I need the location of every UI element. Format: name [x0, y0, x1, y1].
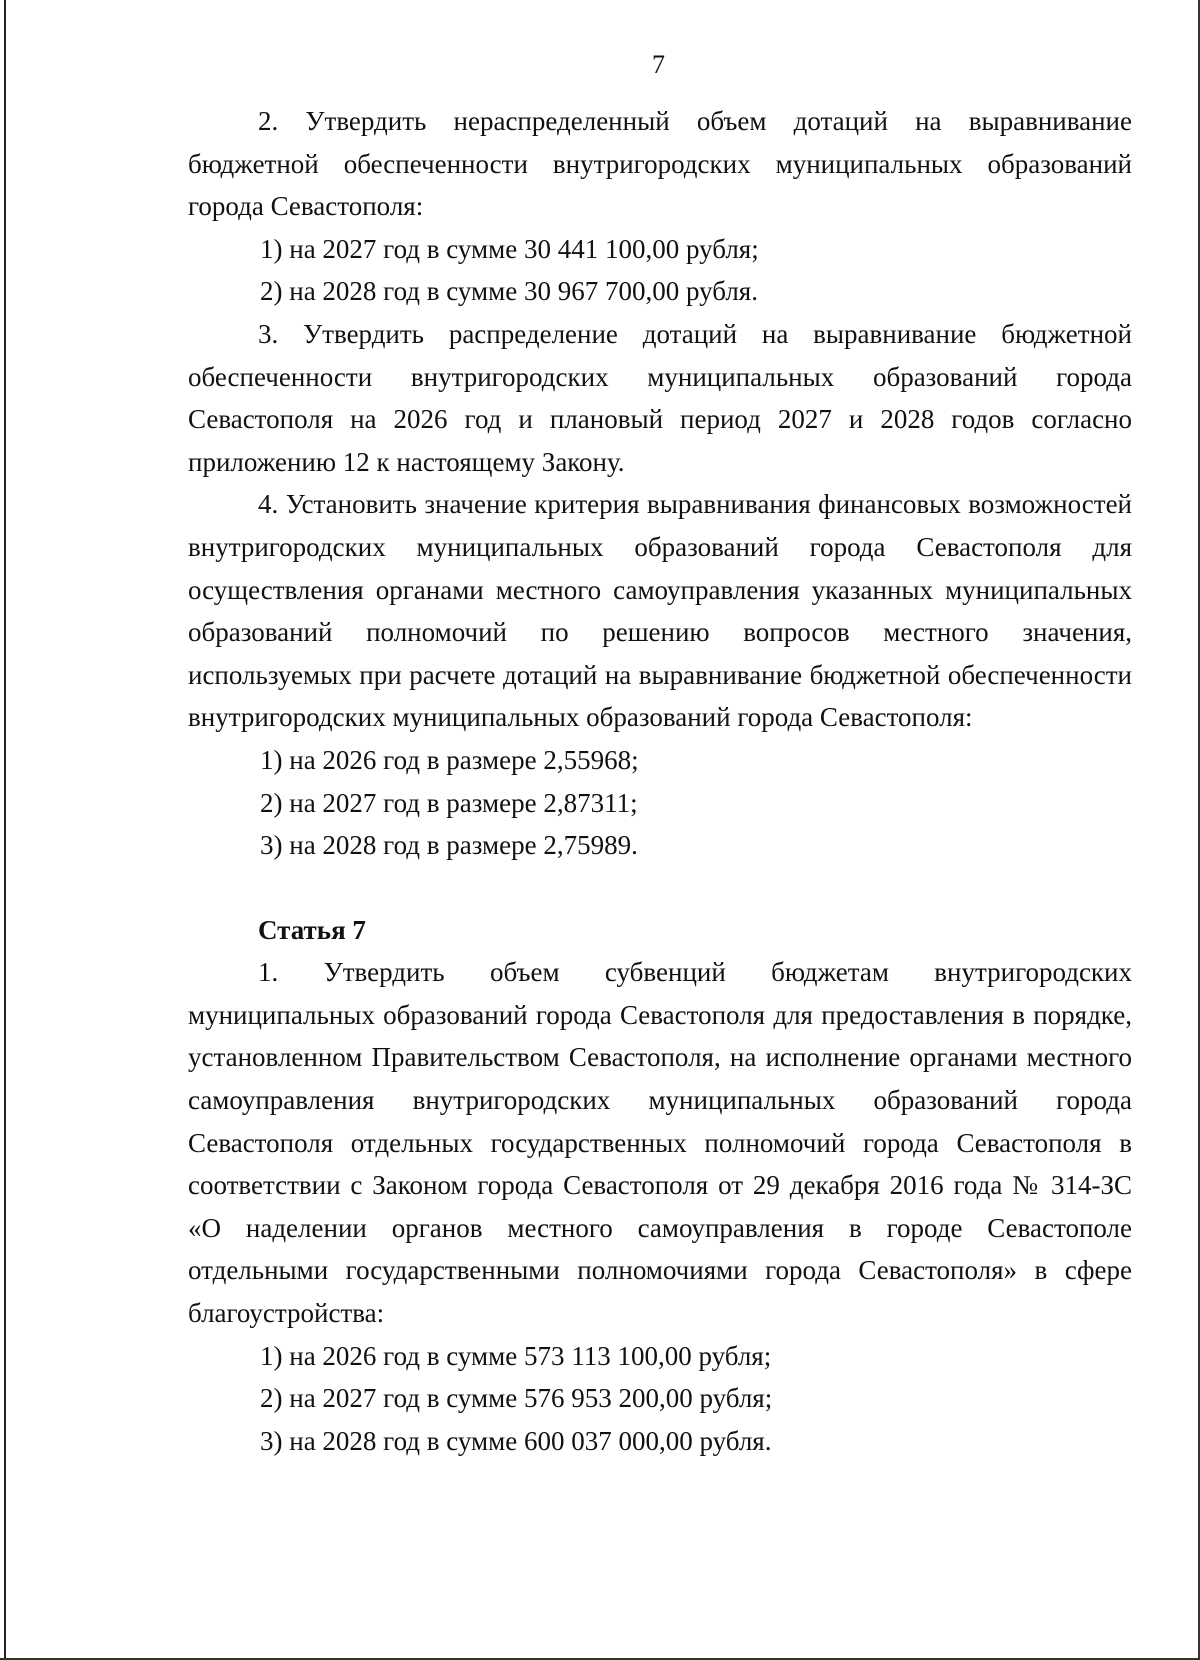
list-item: 2) на 2027 год в сумме 576 953 200,00 рубля;	[260, 1383, 773, 1414]
list-item: 2) на 2028 год в сумме 30 967 700,00 рубля.	[260, 276, 758, 307]
list-item: 2) на 2027 год в размере 2,87311;	[260, 787, 638, 818]
paragraph-4: 4. Установить значение критерия выравнивания финансовых возможностей внутригородских муниципальных образований города Севастополя для осуществления органами местного самоуправления указанных муниципальных образований полномочий по решению вопросов местного значения, используемых при расчете дотаций на выравнивание бюджетной обеспеченности внутригородских муниципальных образований города Севастополя:	[188, 489, 1132, 733]
paragraph-2: 2. Утвердить нераспределенный объем дотаций на выравнивание бюджетной обеспеченности внутригородских муниципальных образований города Севастополя:	[188, 106, 1132, 222]
list-item: 1) на 2026 год в сумме 573 113 100,00 рубля;	[260, 1340, 772, 1371]
paragraph-3: 3. Утвердить распределение дотаций на выравнивание бюджетной обеспеченности внутригородских муниципальных образований города Севастополя на 2026 год и плановый период 2027 и 2028 годов согласно приложению 12 к настоящему Закону.	[188, 318, 1132, 477]
page-border-left	[4, 0, 6, 1660]
list-item: 1) на 2027 год в сумме 30 441 100,00 рубля;	[260, 233, 759, 264]
document-body	[188, 100, 1132, 1462]
list-item: 1) на 2026 год в размере 2,55968;	[260, 744, 639, 775]
paragraph-1: 1. Утвердить объем субвенций бюджетам внутригородских муниципальных образований города Севастополя для предоставления в порядке, установленном Правительством Севастополя, на исполнение органами местного самоуправления внутригородских муниципальных образований города Севастополя отдельных государственных полномочий города Севастополя в соответствии с Законом города Севастополя от 29 декабря 2016 года № 314-ЗС «О наделении органов местного самоуправления в городе Севастополе отдельными государственными полномочиями города Севастополя» в сфере благоустройства:	[188, 957, 1132, 1329]
list-item: 3) на 2028 год в размере 2,75989.	[260, 830, 638, 861]
spacer	[188, 867, 1132, 909]
page-number: 7	[652, 50, 665, 79]
article-heading: Статья 7	[258, 914, 366, 945]
list-item: 3) на 2028 год в сумме 600 037 000,00 рубля.	[260, 1425, 772, 1456]
